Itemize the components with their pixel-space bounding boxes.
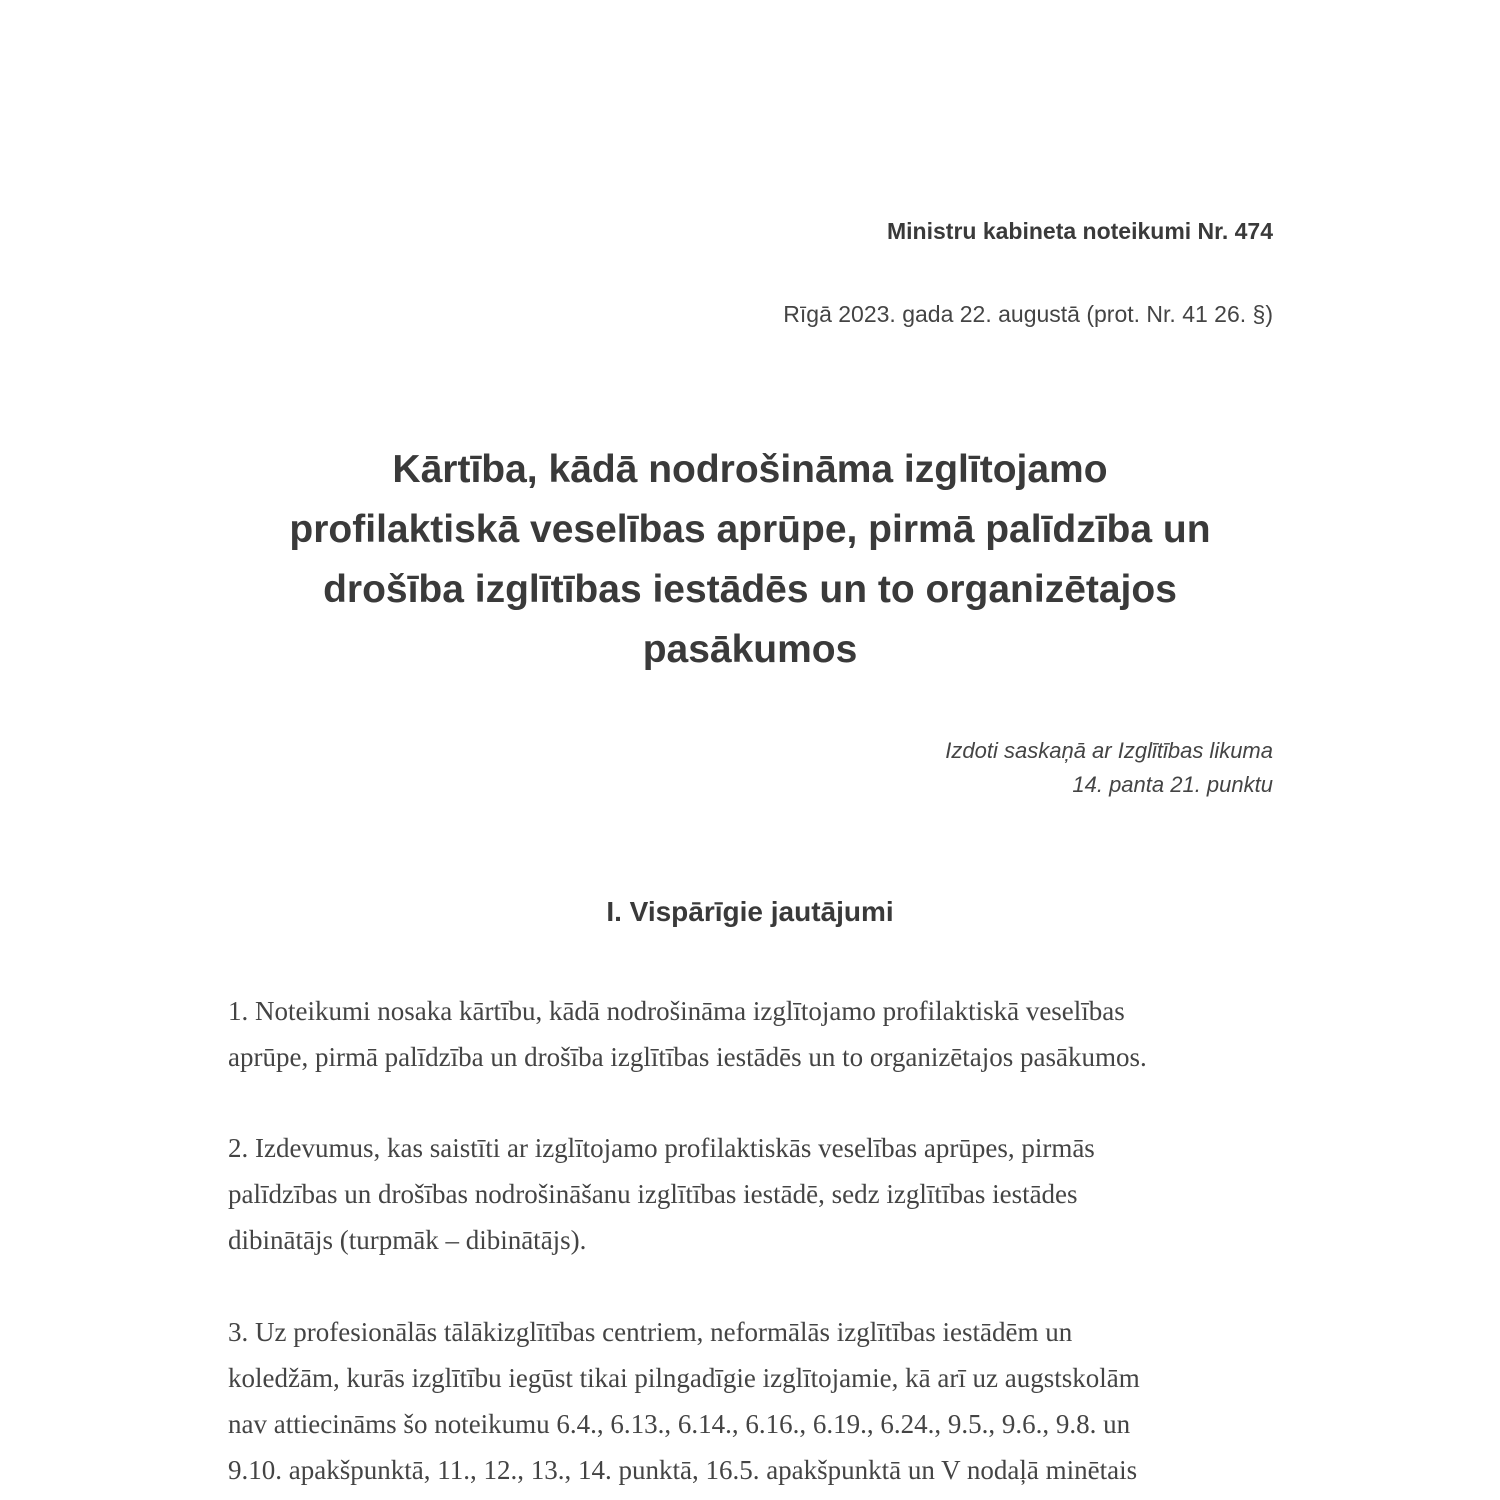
paragraph-line: nav attiecināms šo noteikumu 6.4., 6.13., 6.14., 6.16., 6.19., 6.24., 9.5., 9.6., 9.8. un [228,1409,1131,1439]
paragraph-line: 2. Izdevumus, kas saistīti ar izglītojamo profilaktiskās veselības aprūpes, pirmās [228,1133,1095,1163]
paragraph-1 [228,988,1288,1080]
paragraph-line: dibinātājs (turpmāk – dibinātājs). [228,1225,587,1255]
paragraph-line: koledžām, kurās izglītību iegūst tikai pilngadīgie izglītojamie, kā arī uz augstskolām [228,1363,1140,1393]
paragraph-line: palīdzības un drošības nodrošināšanu izglītības iestādē, sedz izglītības iestādes [228,1179,1078,1209]
chapter-heading: I. Vispārīgie jautājumi [606,896,894,927]
document-title-line: drošība izglītības iestādēs un to organizētajos [323,568,1177,611]
regulation-number: Ministru kabineta noteikumi Nr. 474 [887,218,1273,244]
paragraph-line: 1. Noteikumi nosaka kārtību, kādā nodrošināma izglītojamo profilaktiskā veselības [228,996,1125,1026]
legal-basis-note [945,734,1273,802]
adoption-date: Rīgā 2023. gada 22. augustā (prot. Nr. 41 26. §) [783,301,1273,327]
document-title-line: Kārtība, kādā nodrošināma izglītojamo [392,448,1108,491]
document-title-line: profilaktiskā veselības aprūpe, pirmā palīdzība un [289,508,1211,551]
legal-basis-line: 14. panta 21. punktu [1072,772,1273,797]
legal-basis-line: Izdoti saskaņā ar Izglītības likuma [945,738,1273,763]
paragraph-3 [228,1309,1288,1493]
paragraph-2 [228,1125,1288,1263]
paragraph-line: 3. Uz profesionālās tālākizglītības centriem, neformālās izglītības iestādēm un [228,1317,1073,1347]
paragraph-line: 9.10. apakšpunktā, 11., 12., 13., 14. punktā, 16.5. apakšpunktā un V nodaļā minētais [228,1455,1138,1485]
paragraph-line: aprūpe, pirmā palīdzība un drošība izglītības iestādēs un to organizētajos pasākumos. [228,1042,1147,1072]
document-title-line: pasākumos [642,628,858,671]
document-title [230,440,1270,680]
